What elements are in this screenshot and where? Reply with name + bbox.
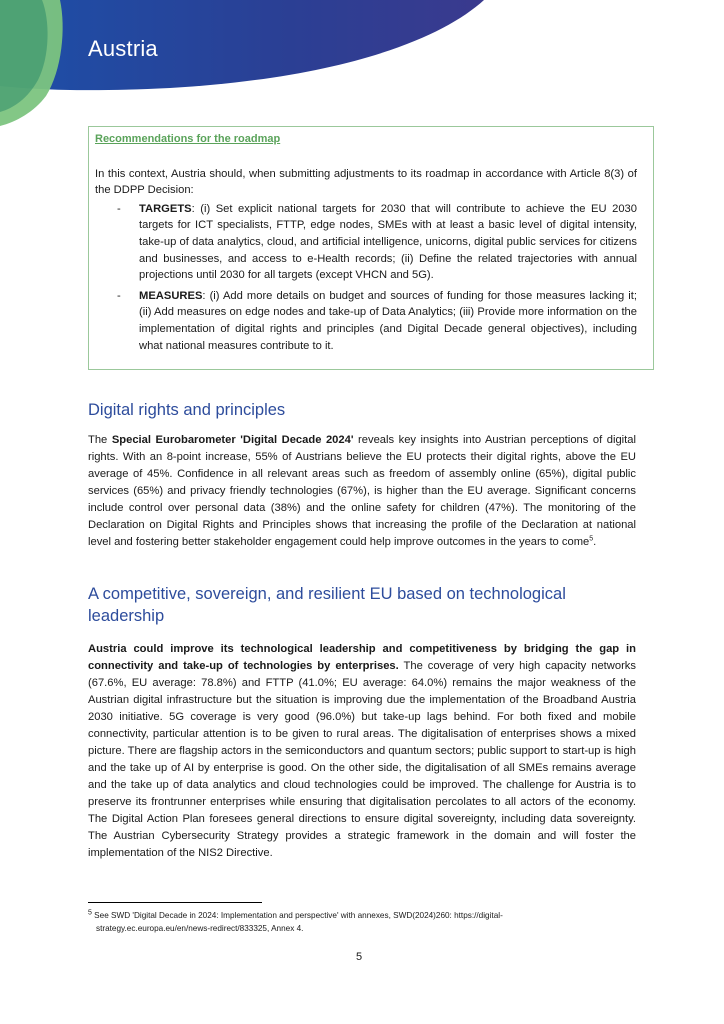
list-item <box>95 201 637 284</box>
footnote-number: 5 <box>88 909 92 917</box>
dash-bullet: - <box>117 289 121 302</box>
blue-wave-shape <box>0 0 484 90</box>
section-paragraph-competitive-eu <box>88 641 636 862</box>
section-paragraph-digital-rights <box>88 432 636 551</box>
paragraph-text: reveals key insights into Austrian perceptions of digital rights. With an 8-point increase, 55% of Austrians believe the EU protects their digital rights, above the EU average of 45%. Confidence in all relevant areas such as freedom of assembly online (65%), digital public services (65%) and privacy friendly technologies (67%), is higher than the EU average. Significant concerns include control over personal data (38%) and the online safety for children (47%). The monitoring of the Declaration on Digital Rights and Principles shows that increasing the profile of the Declaration at national level and fostering better stakeholder engagement could help improve outcomes in the years to come <box>88 434 636 548</box>
item-label: TARGETS <box>139 202 192 215</box>
page-number: 5 <box>356 951 363 963</box>
item-text: : (i) Add more details on budget and sources of funding for those measures lacking it; (ii) Add measures on edge nodes and take-up of Data Analytics; (iii) Provide more information on the implementation of digital rights and principles (and Digital Decade general objectives), including what national measures contribute to it. <box>139 289 637 352</box>
item-text: : (i) Set explicit national targets for 2030 that will contribute to achieve the EU 2030 targets for ICT specialists, FTTP, edge nodes, SMEs with at least a basic level of digital intensity, take-up of data analytics, cloud, and artificial intelligence, unicorns, digital public services for citizens and businesses, and access to e-Health records; (ii) Define the related trajectories with annual projections until 2030 for all targets (except VHCN and 5G). <box>139 202 637 282</box>
recommendations-intro: In this context, Austria should, when submitting adjustments to its roadmap in accordance with Article 8(3) of the DDPP Decision: <box>95 167 637 197</box>
section-heading-competitive-eu: A competitive, sovereign, and resilient EU based on technological leadership <box>88 585 566 625</box>
footnote <box>88 909 648 935</box>
header-banner <box>0 0 724 130</box>
footnote-line <box>88 909 648 922</box>
page-title: Austria <box>88 36 158 61</box>
banner-graphic <box>0 0 724 130</box>
footnote-text[interactable]: See SWD 'Digital Decade in 2024: Implementation and perspective' with annexes, SWD(2024)260: https://digital- <box>91 911 503 920</box>
footnote-divider <box>88 902 262 903</box>
paragraph-text: . <box>593 536 597 548</box>
recommendations-list <box>95 201 637 354</box>
section-heading-digital-rights: Digital rights and principles <box>88 401 286 419</box>
dash-bullet: - <box>117 202 121 215</box>
footnote-line[interactable]: strategy.ec.europa.eu/en/news-redirect/833325, Annex 4. <box>96 924 304 933</box>
recommendations-title: Recommendations for the roadmap <box>95 133 281 145</box>
paragraph-text: The coverage of very high capacity networks (67.6%, EU average: 78.8%) and FTTP (41.0%; EU average: 64.0%) remains the major weakness of the Austrian digital infrastructure but the situation is improving due the implementation of the Broadband Austria 2030 initiative. 5G coverage is very good (96.0%) but take-up lags behind. For both fixed and mobile connectivity, particular attention is to be given to rural areas. The digitalisation of enterprises shows a mixed picture. There are flagship actors in the semiconductors and quantum sectors; public support to start-up is high and the take up of AI by enterprise is good. On the other side, the digitalisation of all SMEs remains average and the take up of data analytics and cloud technologies could be improved. The challenge for Austria is to preserve its frontrunner enterprises while ensuring that digitalisation percolates to all actors of the economy. The Digital Action Plan foresees general directions to ensure digital sovereignty, including data sovereignty. The Austrian Cybersecurity Strategy provides a strategic framework in the domain and will foster the implementation of the NIS2 Directive. <box>88 660 636 859</box>
footnote-ref[interactable]: 5 <box>589 535 594 543</box>
item-label: MEASURES <box>139 289 203 302</box>
paragraph-bold: Austria could improve its technological leadership and competitiveness by bridging the gap in connectivity and take-up of technologies by enterprises. <box>88 643 636 672</box>
paragraph-text: The <box>88 434 112 446</box>
paragraph-bold: Special Eurobarometer 'Digital Decade 2024' <box>111 434 354 446</box>
recommendations-box <box>88 126 654 370</box>
list-item <box>95 288 637 354</box>
